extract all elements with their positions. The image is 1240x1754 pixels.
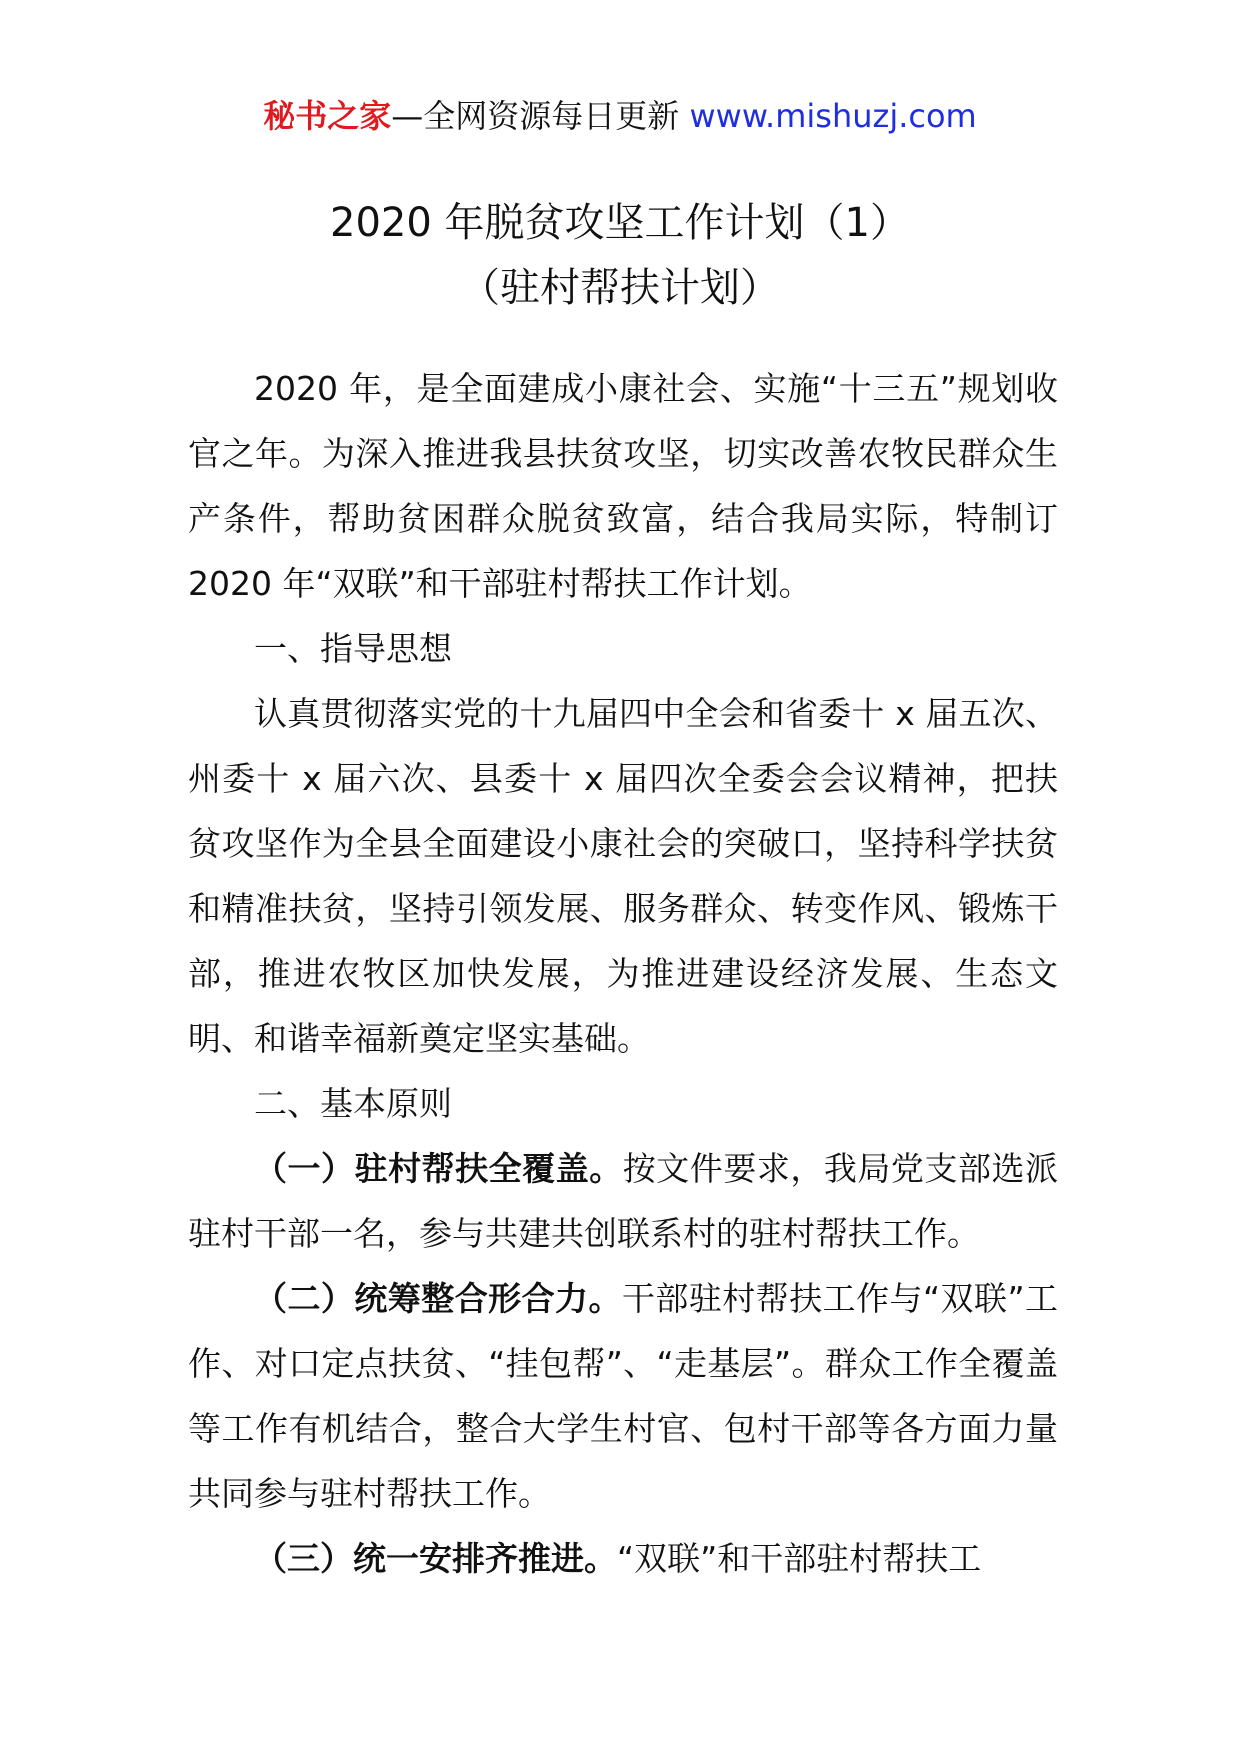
- paragraph-guiding-ideology: [188, 681, 1058, 1071]
- document-body: [188, 356, 1058, 1591]
- paragraph-principle-2: [188, 1266, 1058, 1526]
- paragraph-text: 干部驻村帮扶工作与“双联”工作、对口定点扶贫、“挂包帮”、“走基层”。群众工作全覆盖等工作有机结合，整合大学生村官、包村干部等各方面力量共同参与驻村帮扶工作。: [188, 1279, 1058, 1513]
- site-url-link[interactable]: www.mishuzj.com: [689, 97, 977, 135]
- paragraph-text: 认真贯彻落实党的十九届四中全会和省委十 x 届五次、州委十 x 届六次、县委十 x 届四次全委会会议精神，把扶贫攻坚作为全县全面建设小康社会的突破口，坚持科学扶贫和精准扶贫，坚持引领发展、服务群众、转变作风、锻炼干部，推进农牧区加快发展，为推进建设经济发展、生态文明、和谐幸福新奠定坚实基础。: [188, 694, 1058, 1058]
- section-heading-basic-principles: [188, 1071, 1058, 1136]
- document-subtitle: （驻村帮扶计划）: [460, 265, 780, 311]
- site-header: [0, 96, 1240, 136]
- paragraph-text: 一、指导思想: [254, 629, 452, 668]
- paragraph-lead: （二）统筹整合形合力。: [254, 1279, 622, 1318]
- site-brand: 秘书之家: [263, 97, 392, 135]
- paragraph-lead: （三）统一安排齐推进。: [254, 1539, 617, 1578]
- paragraph-text: 2020 年，是全面建成小康社会、实施“十三五”规划收官之年。为深入推进我县扶贫攻坚，切实改善农牧民群众生产条件，帮助贫困群众脱贫致富，结合我局实际，特制订 2020 年“双联”和干部驻村帮扶工作计划。: [188, 369, 1058, 603]
- paragraph-text: 二、基本原则: [254, 1084, 452, 1123]
- section-heading-guiding-ideology: [188, 616, 1058, 681]
- document-title: 2020 年脱贫攻坚工作计划（1）: [330, 200, 910, 246]
- paragraph-intro: [188, 356, 1058, 616]
- paragraph-text: 按文件要求，我局党支部选派驻村干部一名，参与共建共创联系村的驻村帮扶工作。: [188, 1149, 1059, 1253]
- site-tagline: —全网资源每日更新: [391, 97, 690, 135]
- paragraph-principle-1: [188, 1136, 1058, 1266]
- paragraph-lead: （一）驻村帮扶全覆盖。: [254, 1149, 623, 1188]
- paragraph-text: “双联”和干部驻村帮扶工: [617, 1539, 982, 1578]
- paragraph-principle-3: [188, 1526, 1058, 1591]
